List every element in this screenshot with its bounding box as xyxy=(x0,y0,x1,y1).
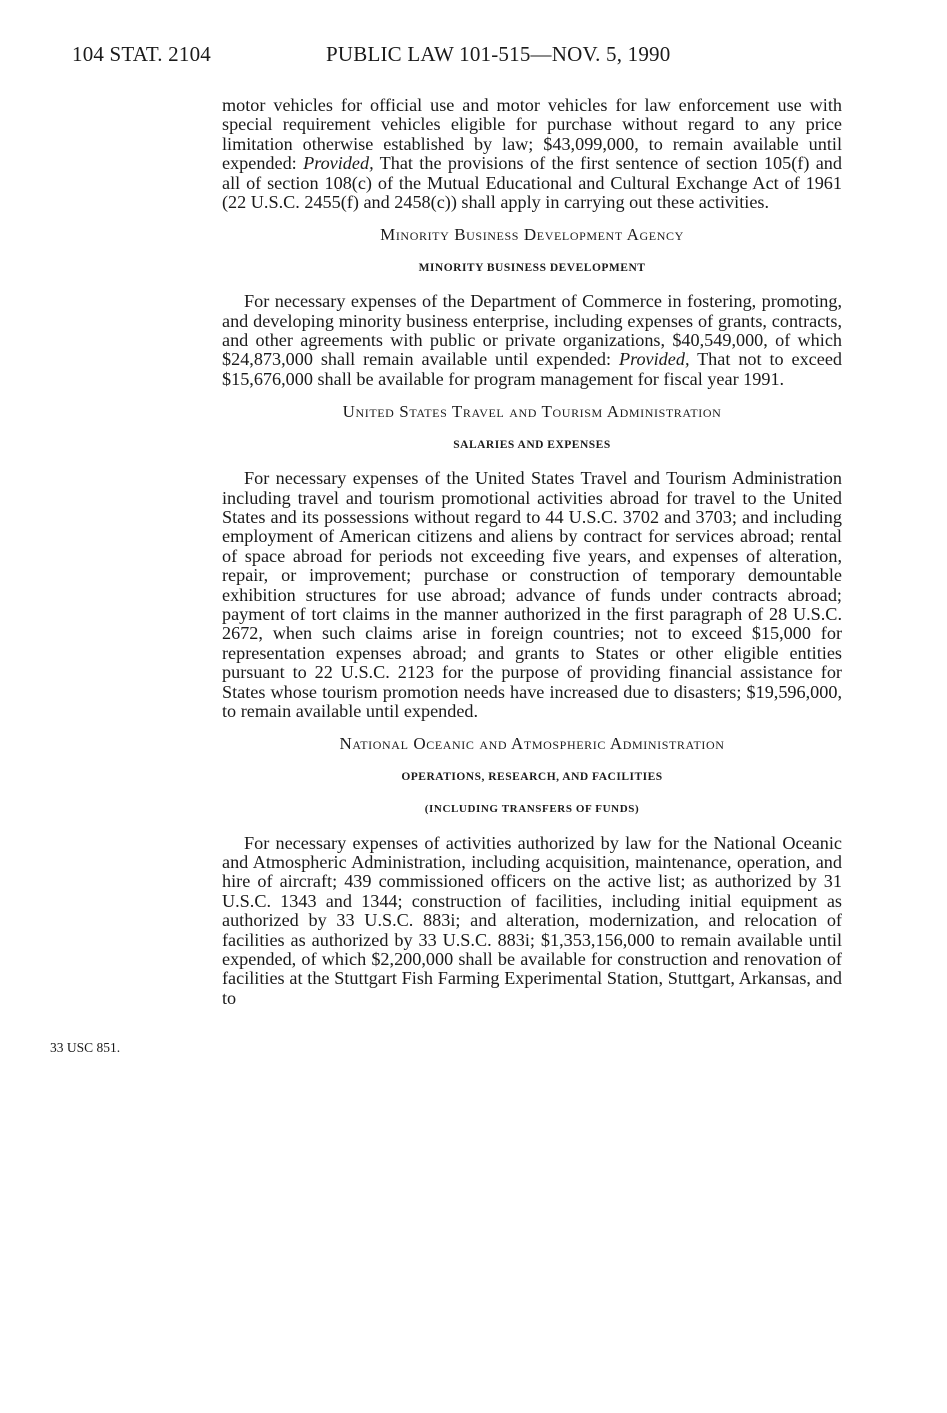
mbda-proviso: Provided, xyxy=(618,349,690,370)
noaa-agency-heading: National Oceanic and Atmospheric Administration xyxy=(339,734,725,754)
ustta-subheading: SALARIES AND EXPENSES xyxy=(453,438,611,451)
public-law-citation: PUBLIC LAW 101-515—NOV. 5, 1990 xyxy=(326,42,671,66)
mbda-paragraph xyxy=(222,292,842,389)
body-column xyxy=(222,96,842,1008)
ustta-paragraph: For necessary expenses of the United States Travel and Tourism Administration including travel and tourism promotional activities abroad for travel to the United States and its possessions without regard to 44 U.S.C. 3702 and 3703; and including employment of American citizens and aliens by contract for services abroad; rental of space abroad for periods not exceeding five years, and expenses of alteration, repair, or improvement; purchase or construction of temporary demountable exhibition structures for use abroad; advance of funds under contracts abroad; payment of tort claims in the manner authorized in the first paragraph of 28 U.S.C. 2672, when such claims arise in foreign countries; not to exceed $15,000 for representation expenses abroad; and grants to States or other eligible entities pursuant to 22 U.S.C. 2123 for the purpose of providing financial assistance for States whose tourism promotion needs have increased due to disasters; $19,596,000, to remain available until expended. xyxy=(222,468,842,721)
mbda-text-a: For necessary expenses of the Department of Commerce in fostering, promoting, and developing minority business enterprise, including expenses of grants, contracts, and other agreements with public or private organizations, $40,549,000, of which $24,873,000 shall remain available until expended: xyxy=(222,291,842,370)
intro-text-b: That the provisions of the first sentence of section 105(f) and all of section 108(c) of the Mutual Educational and Cultural Exchange Act of 1961 (22 U.S.C. 2455(f) and 2458(c)) shall apply in carrying out these activities. xyxy=(222,153,842,213)
mbda-text-b: That not to exceed $15,676,000 shall be available for program management for fiscal year 1991. xyxy=(222,349,842,389)
mbda-agency-heading: Minority Business Development Agency xyxy=(380,225,684,245)
intro-text-a: motor vehicles for official use and motor vehicles for law enforcement use with special requirement vehicles eligible for purchase without regard to any price limitation otherwise established by law; $43,099,000, to remain available until expended: xyxy=(222,95,842,174)
noaa-transfers-note: (INCLUDING TRANSFERS OF FUNDS) xyxy=(424,803,640,816)
intro-proviso: Provided, xyxy=(303,153,374,174)
stat-page-number: 104 STAT. 2104 xyxy=(72,42,211,66)
intro-paragraph xyxy=(222,96,842,212)
mbda-subheading: MINORITY BUSINESS DEVELOPMENT xyxy=(418,261,646,274)
page-header xyxy=(72,42,862,74)
noaa-paragraph: For necessary expenses of activities authorized by law for the National Oceanic and Atmospheric Administration, including acquisition, maintenance, operation, and hire of aircraft; 439 commissioned officers on the active list; as authorized by 31 U.S.C. 1343 and 1344; construction of facilities, including initial equipment as authorized by 33 U.S.C. 883i; and alteration, modernization, and relocation of facilities as authorized by 33 U.S.C. 883i; $1,353,156,000 to remain available until expended, of which $2,200,000 shall be available for construction and renovation of facilities at the Stuttgart Fish Farming Experimental Station, Stuttgart, Arkansas, and to xyxy=(222,832,842,1008)
noaa-subheading: OPERATIONS, RESEARCH, AND FACILITIES xyxy=(401,770,663,783)
margin-note-usc: 33 USC 851. xyxy=(50,1040,121,1055)
ustta-agency-heading: United States Travel and Tourism Administration xyxy=(342,402,722,422)
